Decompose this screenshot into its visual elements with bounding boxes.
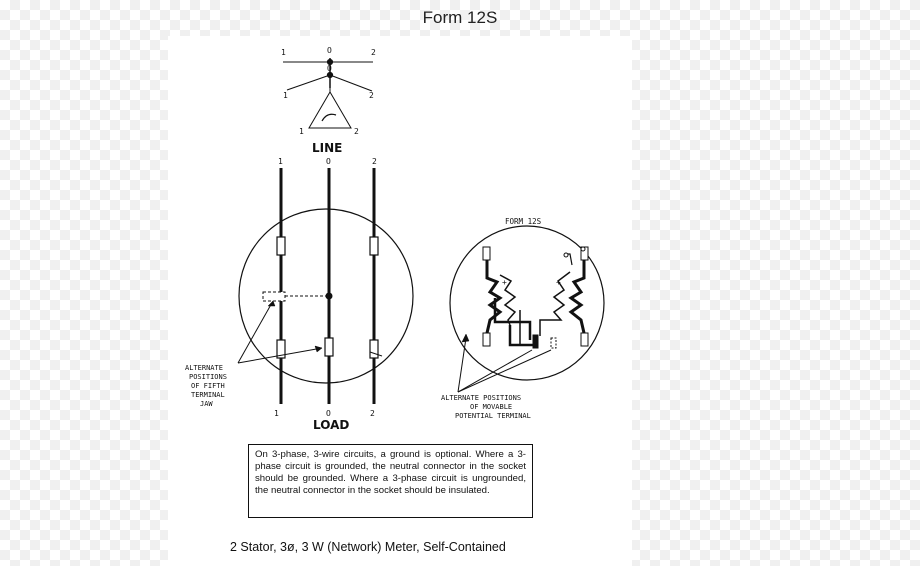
movable-terminal-label-line: POTENTIAL TERMINAL xyxy=(455,412,531,420)
triangle-label-2: 2 xyxy=(354,127,359,136)
plus-sign: + xyxy=(556,278,561,287)
jaw-top-left xyxy=(277,237,285,255)
terminal-bottom-label-2: 2 xyxy=(370,409,375,418)
line-vector-1 xyxy=(287,75,330,90)
line-mid-label-1: 1 xyxy=(283,91,288,100)
line-mid-label-2: 2 xyxy=(369,91,374,100)
neutral-junction xyxy=(326,293,332,299)
wiring-pointer-1 xyxy=(458,338,466,392)
wiring-jaw-bottom-left xyxy=(483,333,490,346)
movable-terminal-label-line: OF MOVABLE xyxy=(470,403,513,411)
alternate-jaw-dashed xyxy=(263,292,285,301)
line-top-label-1: 1 xyxy=(281,48,286,57)
right-current-coil xyxy=(571,260,584,333)
alternate-jaw-label-line: POSITIONS xyxy=(189,373,227,381)
jaw-bottom-right xyxy=(370,340,378,358)
wiring-jaw-bottom-right xyxy=(581,333,588,346)
line-top-label-2: 2 xyxy=(371,48,376,57)
triangle-icon xyxy=(309,92,351,128)
alternate-jaw-label-line: JAW xyxy=(200,400,213,408)
line-label: LINE xyxy=(312,141,343,155)
ground-note: On 3-phase, 3-wire circuits, a ground is optional. Where a 3-phase circuit is grounded, the neutral connector in the socket should be grounded. Where a 3-phase circuit is ungrounded, the neutral connector in the socket should be insulated. xyxy=(248,444,533,518)
page-title: Form 12S xyxy=(422,8,498,27)
diagram-caption: 2 Stator, 3ø, 3 W (Network) Meter, Self-Contained xyxy=(230,540,506,554)
rotation-arrow-icon xyxy=(322,114,336,121)
alternate-jaw-label-line: ALTERNATE xyxy=(185,364,223,372)
alternate-jaw-label-line: TERMINAL xyxy=(191,391,225,399)
pointer-arrow-icon xyxy=(315,346,322,352)
jaw-top-right xyxy=(370,237,378,255)
right-potential-coil xyxy=(540,272,570,336)
pointer-arrow-icon xyxy=(462,334,469,342)
jaw-bottom-center xyxy=(325,338,333,356)
potential-terminal-alternate xyxy=(551,338,556,348)
socket-diagram xyxy=(238,168,413,404)
plus-sign: + xyxy=(502,278,507,287)
line-mid-label-o: O xyxy=(327,64,332,73)
triangle-label-1: 1 xyxy=(299,127,304,136)
line-top-label-o: O xyxy=(327,46,332,55)
terminal-top-label-2: 2 xyxy=(372,157,377,166)
load-label: LOAD xyxy=(313,418,350,432)
form-12s-label: FORM 12S xyxy=(505,217,542,226)
movable-terminal-label-line: ALTERNATE POSITIONS xyxy=(441,394,522,402)
terminal-bottom-label-o: O xyxy=(326,409,331,418)
line-node-mid xyxy=(327,72,332,77)
wiring-pointer-2 xyxy=(458,350,532,392)
wiring-jaw-top-left xyxy=(483,247,490,260)
terminal-top-label-o: O xyxy=(326,157,331,166)
form-12s-wiring-diagram xyxy=(450,226,604,392)
terminal-top-label-1: 1 xyxy=(278,157,283,166)
pointer-arrow-icon xyxy=(268,301,275,306)
line-vector-2 xyxy=(330,75,372,91)
alternate-jaw-label-line: OF FIFTH xyxy=(191,382,225,390)
pointer-line-1 xyxy=(238,301,273,363)
terminal-bottom-label-1: 1 xyxy=(274,409,279,418)
